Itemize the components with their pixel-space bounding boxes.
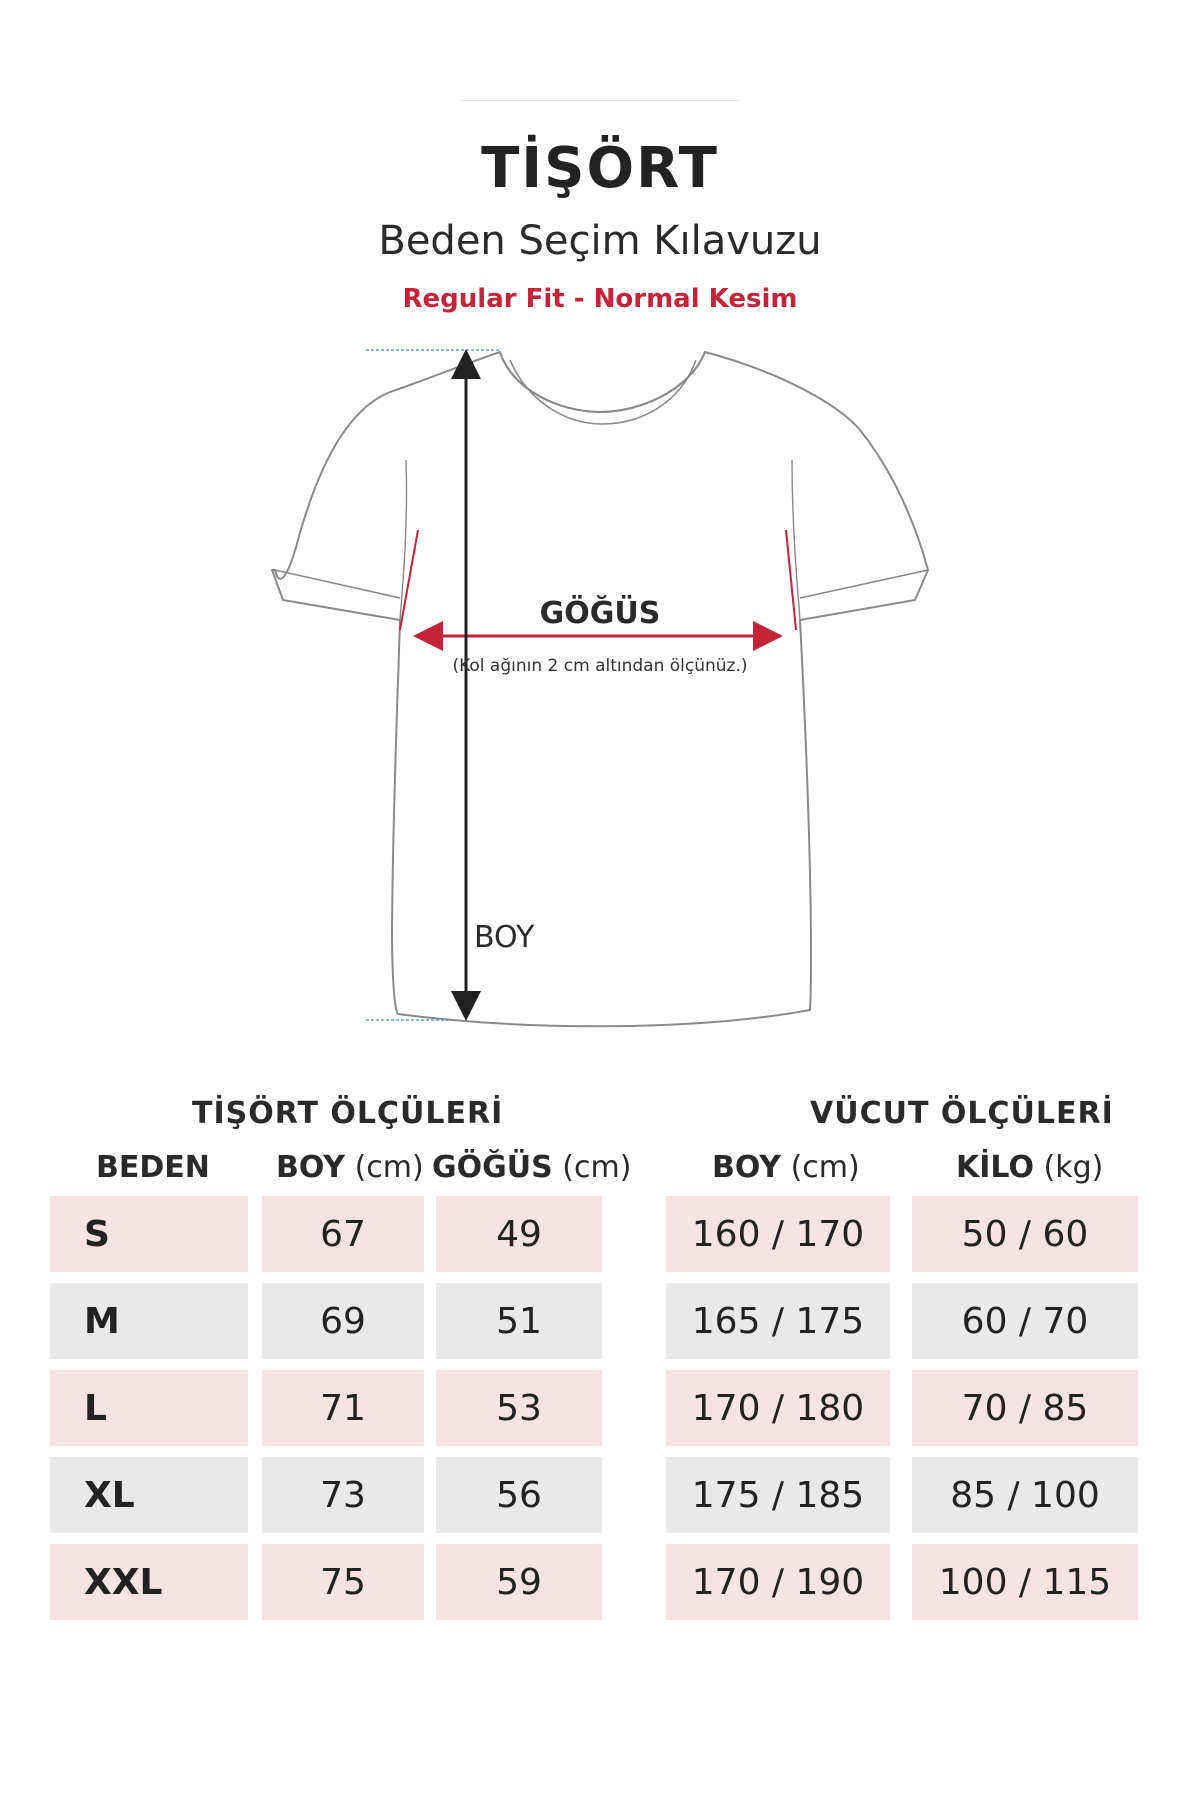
- col-header-chest: GÖĞÜS (cm): [432, 1150, 632, 1185]
- garment-chest-cell: 56: [436, 1457, 602, 1533]
- body-height-cell: 160 / 170: [666, 1196, 890, 1272]
- size-cell: S: [50, 1196, 248, 1272]
- body-height-cell: 170 / 180: [666, 1370, 890, 1446]
- page-subtitle: Beden Seçim Kılavuzu: [378, 218, 822, 264]
- size-cell: M: [50, 1283, 248, 1359]
- garment-chest-cell: 49: [436, 1196, 602, 1272]
- garment-chest-cell: 51: [436, 1283, 602, 1359]
- fit-label: Regular Fit - Normal Kesim: [402, 284, 798, 314]
- garment-table-title: TİŞÖRT ÖLÇÜLERİ: [192, 1096, 504, 1131]
- weight-cell: 100 / 115: [912, 1544, 1138, 1620]
- body-height-cell: 175 / 185: [666, 1457, 890, 1533]
- garment-length-cell: 69: [262, 1283, 424, 1359]
- garment-chest-cell: 59: [436, 1544, 602, 1620]
- chest-label: GÖĞÜS: [539, 596, 661, 631]
- garment-length-cell: 67: [262, 1196, 424, 1272]
- col-header-weight: KİLO (kg): [956, 1150, 1104, 1185]
- weight-cell: 85 / 100: [912, 1457, 1138, 1533]
- size-cell: L: [50, 1370, 248, 1446]
- size-cell: XXL: [50, 1544, 248, 1620]
- weight-cell: 70 / 85: [912, 1370, 1138, 1446]
- length-label: BOY: [474, 920, 535, 955]
- tshirt-diagram: [0, 330, 1200, 1050]
- tshirt-outline-icon: [0, 330, 1200, 1050]
- garment-chest-cell: 53: [436, 1370, 602, 1446]
- weight-cell: 60 / 70: [912, 1283, 1138, 1359]
- top-divider: [460, 100, 740, 101]
- body-table-title: VÜCUT ÖLÇÜLERİ: [810, 1096, 1114, 1131]
- garment-length-cell: 73: [262, 1457, 424, 1533]
- col-header-size: BEDEN: [96, 1150, 210, 1185]
- col-header-length: BOY (cm): [276, 1150, 424, 1185]
- weight-cell: 50 / 60: [912, 1196, 1138, 1272]
- chest-note: (Kol ağının 2 cm altından ölçünüz.): [452, 656, 748, 676]
- page-title: TİŞÖRT: [481, 136, 719, 201]
- body-height-cell: 165 / 175: [666, 1283, 890, 1359]
- col-header-body-height: BOY (cm): [712, 1150, 860, 1185]
- garment-length-cell: 71: [262, 1370, 424, 1446]
- garment-length-cell: 75: [262, 1544, 424, 1620]
- size-cell: XL: [50, 1457, 248, 1533]
- body-height-cell: 170 / 190: [666, 1544, 890, 1620]
